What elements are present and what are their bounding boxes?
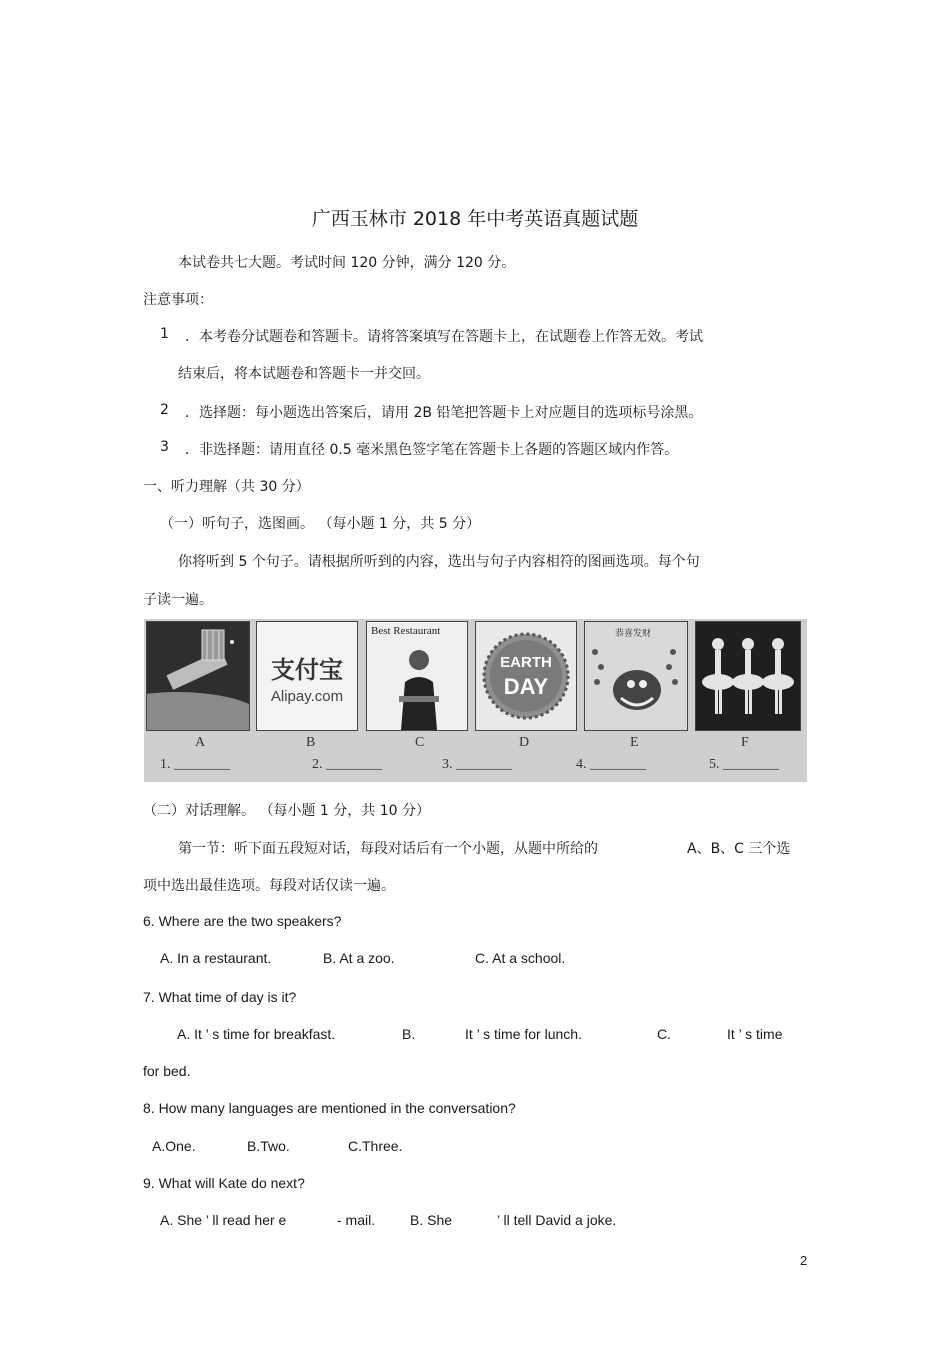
note-1-continuation: 结束后，将本试题卷和答题卡一并交回。 bbox=[178, 366, 430, 382]
q8-option-a[interactable]: A.One. bbox=[152, 1138, 196, 1154]
picture-label-d: D bbox=[519, 735, 530, 750]
part2-heading: （二）对话理解。 （每小题 1 分，共 10 分） bbox=[143, 803, 430, 819]
q8-option-c[interactable]: C.Three. bbox=[348, 1138, 403, 1154]
note-2-number: 2 bbox=[160, 402, 169, 418]
spring-festival-text: 恭喜发财 bbox=[615, 629, 652, 639]
picture-strip bbox=[144, 619, 807, 782]
q9-option-b-cont[interactable]: ’ ll tell David a joke. bbox=[497, 1212, 617, 1228]
notes-heading: 注意事项： bbox=[143, 292, 213, 308]
part2-instructions-abc: A、B、C 三个选 bbox=[687, 841, 791, 857]
answer-blank-1[interactable]: 1. ________ bbox=[160, 757, 230, 772]
q6-option-c[interactable]: C. At a school. bbox=[475, 950, 566, 966]
q7-option-b-letter[interactable]: B. bbox=[402, 1026, 416, 1042]
q7-option-c-text[interactable]: It ’ s time bbox=[727, 1026, 783, 1042]
q7-option-c-letter[interactable]: C. bbox=[657, 1026, 671, 1042]
answer-blank-4[interactable]: 4. ________ bbox=[576, 757, 646, 772]
question-9: 9. What will Kate do next? bbox=[143, 1175, 305, 1191]
picture-label-b: B bbox=[306, 735, 316, 750]
q7-option-c-cont[interactable]: for bed. bbox=[143, 1063, 191, 1079]
question-8: 8. How many languages are mentioned in the conversation? bbox=[143, 1100, 516, 1116]
alipay-url-text: Alipay.com bbox=[270, 688, 344, 705]
alipay-logo-text: 支付宝 bbox=[271, 656, 343, 684]
note-2-text: ．选择题：每小题选出答案后，请用 2B 铅笔把答题卡上对应题目的选项标号涂黑。 bbox=[185, 405, 703, 421]
answer-blank-5[interactable]: 5. ________ bbox=[709, 757, 779, 772]
intro-text: 本试卷共七大题。考试时间 120 分钟，满分 120 分。 bbox=[178, 255, 516, 271]
page-number: 2 bbox=[800, 1253, 808, 1268]
picture-f-ballet bbox=[695, 621, 801, 731]
earth-text: EARTH bbox=[500, 654, 552, 671]
q9-option-a[interactable]: A. She ’ ll read her e bbox=[160, 1212, 287, 1228]
picture-c-restaurant bbox=[366, 621, 468, 731]
part1-instructions-cont: 子读一遍。 bbox=[143, 592, 213, 608]
restaurant-sign-text: Best Restaurant bbox=[371, 625, 441, 637]
note-3-number: 3 bbox=[160, 439, 169, 455]
note-3-text: ．非选择题：请用直径 0.5 毫米黑色签字笔在答题卡上各题的答题区域内作答。 bbox=[185, 442, 679, 458]
section-listening-heading: 一、听力理解（共 30 分） bbox=[143, 479, 310, 495]
q7-option-a[interactable]: A. It ’ s time for breakfast. bbox=[177, 1026, 336, 1042]
day-text: DAY bbox=[503, 674, 549, 699]
note-1-text: ．本考卷分试题卷和答题卡。请将答案填写在答题卡上，在试题卷上作答无效。考试 bbox=[185, 329, 703, 345]
part1-heading: （一）听句子，选图画。 （每小题 1 分，共 5 分） bbox=[160, 516, 481, 532]
page-title: 广西玉林市 2018 年中考英语真题试题 bbox=[311, 208, 639, 230]
q9-option-a-cont[interactable]: - mail. bbox=[337, 1212, 376, 1228]
part1-instructions: 你将听到 5 个句子。请根据所听到的内容，选出与句子内容相符的图画选项。每个句 bbox=[178, 554, 700, 570]
picture-d-earth-day bbox=[475, 621, 577, 731]
picture-a-space-station bbox=[146, 621, 250, 731]
picture-label-f: F bbox=[741, 735, 749, 750]
answer-blank-3[interactable]: 3. ________ bbox=[442, 757, 512, 772]
picture-label-e: E bbox=[630, 735, 639, 750]
q8-option-b[interactable]: B.Two. bbox=[247, 1138, 290, 1154]
picture-b-alipay bbox=[256, 621, 358, 731]
answer-blank-2[interactable]: 2. ________ bbox=[312, 757, 382, 772]
q7-option-b-text[interactable]: It ’ s time for lunch. bbox=[465, 1026, 582, 1042]
q6-option-a[interactable]: A. In a restaurant. bbox=[160, 950, 272, 966]
part2-instructions: 第一节：听下面五段短对话，每段对话后有一个小题，从题中所给的 bbox=[178, 841, 598, 857]
q9-option-b[interactable]: B. She bbox=[410, 1212, 453, 1228]
question-7: 7. What time of day is it? bbox=[143, 989, 297, 1005]
picture-e-spring-festival bbox=[584, 621, 688, 731]
note-1-number: 1 bbox=[160, 326, 169, 342]
part2-instructions-cont: 项中选出最佳选项。每段对话仅读一遍。 bbox=[143, 878, 395, 894]
picture-label-c: C bbox=[415, 735, 425, 750]
question-6: 6. Where are the two speakers? bbox=[143, 913, 342, 929]
picture-label-a: A bbox=[195, 735, 206, 750]
q6-option-b[interactable]: B. At a zoo. bbox=[323, 950, 395, 966]
